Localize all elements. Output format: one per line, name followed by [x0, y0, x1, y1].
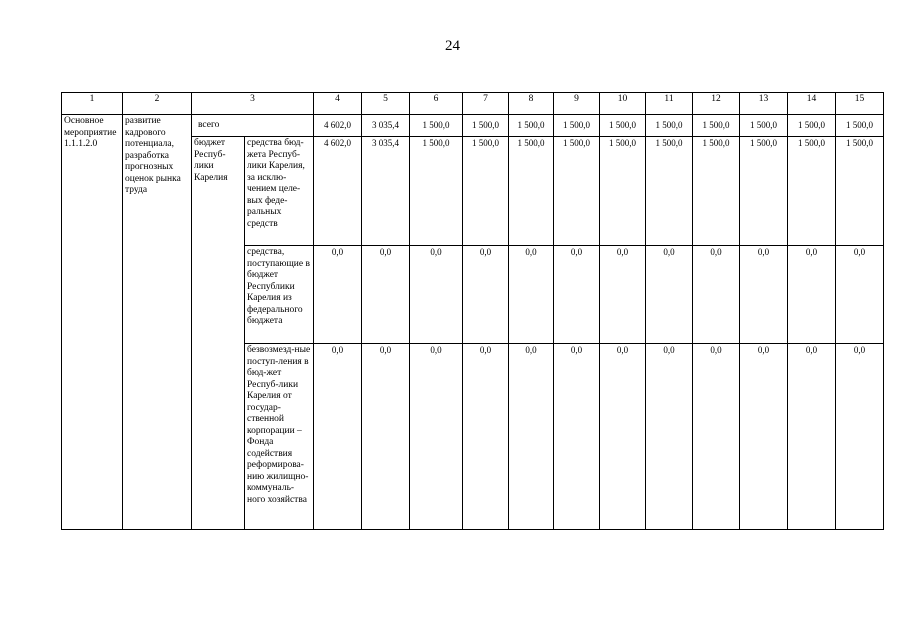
value-cell: 0,0: [740, 344, 788, 530]
value-cell: 0,0: [314, 344, 362, 530]
value-cell: 0,0: [788, 344, 836, 530]
value-cell: 0,0: [362, 246, 410, 344]
source-description: средства, поступающие в бюджет Республики Карелия из федерального бюджета: [245, 246, 314, 344]
value-cell: 4 602,0: [314, 137, 362, 246]
value-cell: 1 500,0: [693, 137, 740, 246]
value-cell: 0,0: [600, 246, 646, 344]
value-cell: 1 500,0: [788, 137, 836, 246]
header-cell: 15: [836, 93, 884, 115]
value-cell: 0,0: [509, 344, 554, 530]
header-cell: 12: [693, 93, 740, 115]
value-cell: 1 500,0: [693, 115, 740, 137]
header-cell: 7: [463, 93, 509, 115]
value-cell: 1 500,0: [600, 115, 646, 137]
value-cell: 0,0: [646, 246, 693, 344]
value-cell: 0,0: [836, 246, 884, 344]
header-cell: 10: [600, 93, 646, 115]
value-cell: 0,0: [740, 246, 788, 344]
header-cell: 9: [554, 93, 600, 115]
value-cell: 1 500,0: [463, 115, 509, 137]
value-cell: 3 035,4: [362, 115, 410, 137]
measure-description: развитие кадрового потенциала, разработка прогнозных оценок рынка труда: [123, 115, 192, 530]
value-cell: 0,0: [693, 344, 740, 530]
value-cell: 0,0: [362, 344, 410, 530]
source-description: безвозмезд-ные поступ-ления в бюд-жет Респуб-лики Карелия от государ-ственной корпорации – Фонда содействия реформирова-нию жилищно-коммуналь-ного хозяйства: [245, 344, 314, 530]
table-row-total: [62, 115, 884, 137]
activity-label: Основное мероприятие 1.1.1.2.0: [62, 115, 123, 530]
value-cell: 4 602,0: [314, 115, 362, 137]
value-cell: 0,0: [693, 246, 740, 344]
value-cell: 0,0: [788, 246, 836, 344]
value-cell: 0,0: [836, 344, 884, 530]
header-cell: 11: [646, 93, 693, 115]
header-cell: 2: [123, 93, 192, 115]
value-cell: 1 500,0: [509, 115, 554, 137]
header-cell: 14: [788, 93, 836, 115]
value-cell: 0,0: [410, 344, 463, 530]
value-cell: 1 500,0: [740, 115, 788, 137]
value-cell: 1 500,0: [554, 115, 600, 137]
value-cell: 1 500,0: [410, 137, 463, 246]
value-cell: 1 500,0: [740, 137, 788, 246]
value-cell: 0,0: [600, 344, 646, 530]
header-row: [62, 93, 884, 115]
total-label: всего: [192, 115, 314, 137]
value-cell: 3 035,4: [362, 137, 410, 246]
value-cell: 0,0: [410, 246, 463, 344]
value-cell: 1 500,0: [836, 137, 884, 246]
value-cell: 0,0: [554, 344, 600, 530]
header-cell: 6: [410, 93, 463, 115]
source-description: средства бюд-жета Респуб-лики Карелия, за исклю-чением целе-вых феде-ральных средств: [245, 137, 314, 246]
value-cell: 1 500,0: [410, 115, 463, 137]
value-cell: 1 500,0: [509, 137, 554, 246]
value-cell: 0,0: [463, 344, 509, 530]
header-cell: 13: [740, 93, 788, 115]
value-cell: 0,0: [463, 246, 509, 344]
value-cell: 1 500,0: [646, 137, 693, 246]
header-cell: 4: [314, 93, 362, 115]
budget-table: [61, 92, 884, 530]
value-cell: 1 500,0: [463, 137, 509, 246]
value-cell: 1 500,0: [836, 115, 884, 137]
header-cell: 1: [62, 93, 123, 115]
value-cell: 1 500,0: [600, 137, 646, 246]
value-cell: 0,0: [509, 246, 554, 344]
value-cell: 0,0: [646, 344, 693, 530]
header-cell: 3: [192, 93, 314, 115]
source-group-label: бюджет Респуб-лики Карелия: [192, 137, 245, 530]
value-cell: 0,0: [554, 246, 600, 344]
value-cell: 1 500,0: [554, 137, 600, 246]
page-number: 24: [445, 38, 460, 54]
value-cell: 0,0: [314, 246, 362, 344]
header-cell: 8: [509, 93, 554, 115]
value-cell: 1 500,0: [788, 115, 836, 137]
value-cell: 1 500,0: [646, 115, 693, 137]
header-cell: 5: [362, 93, 410, 115]
